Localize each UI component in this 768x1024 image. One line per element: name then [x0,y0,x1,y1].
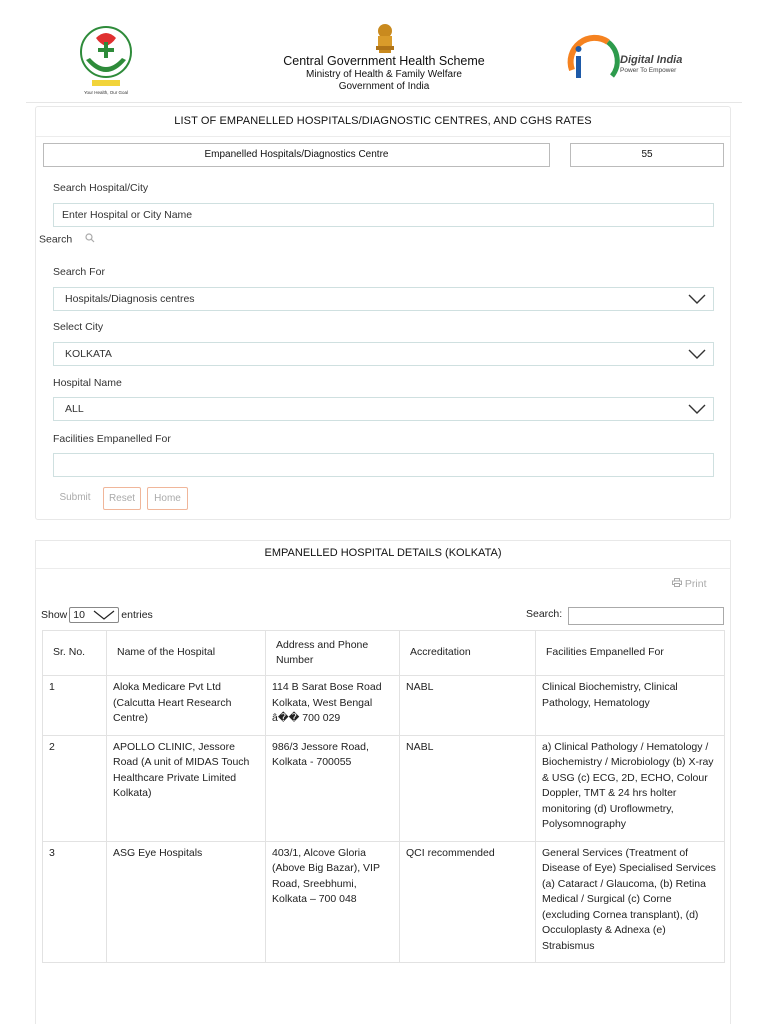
chevron-down-icon [687,292,707,306]
print-label: Print [684,578,707,590]
cell-sr-no: 3 [43,841,107,963]
empanelled-count-value: 55 [570,143,724,167]
column-header-facilities[interactable]: Facilities Empanelled For [536,631,725,676]
cell-address: 114 B Sarat Bose Road Kolkata, West Bengal â�� 700 029 [266,676,400,736]
search-for-value: Hospitals/Diagnosis centres [65,293,195,305]
entries-label: entries [121,608,153,621]
form-panel-title: LIST OF EMPANELLED HOSPITALS/DIAGNOSTIC CENTRES, AND CGHS RATES [174,115,592,127]
search-form-panel [35,106,731,520]
search-hospital-input[interactable] [53,203,714,227]
hospital-name-select[interactable] [53,397,714,421]
table-row [43,676,725,736]
hospital-name-label: Hospital Name [53,377,122,389]
show-label: Show [41,608,68,621]
city-select[interactable] [53,342,714,366]
cell-facilities: a) Clinical Pathology / Hematology / Biochemistry / Microbiology (b) X-ray & USG (c) ECG, 2D, ECHO, Colour Doppler, TMT & 24 hrs holter monitoring (d) Uroflowmetry, Polysomnography [536,735,725,841]
city-value: KOLKATA [65,348,112,360]
cell-accreditation: QCI recommended [400,841,536,963]
table-header-row [43,631,725,676]
cell-hospital-name: ASG Eye Hospitals [107,841,266,963]
facilities-input[interactable] [53,453,714,477]
header-title: Central Government Health Scheme [283,54,485,68]
table-row [43,841,725,963]
search-hospital-label: Search Hospital/City [53,182,149,194]
search-button[interactable] [39,233,95,246]
svg-text:Your Health, Our Goal: Your Health, Our Goal [83,90,129,95]
cell-hospital-name: APOLLO CLINIC, Jessore Road (A unit of MIDAS Touch Healthcare Private Limited Kolkata) [107,735,266,841]
header-text [234,54,534,92]
column-header-sr-no[interactable]: Sr. No. [43,631,107,676]
table-search-input[interactable] [568,607,724,625]
print-button[interactable] [672,578,707,590]
search-icon [85,233,95,246]
reset-button[interactable]: Reset [103,487,141,510]
details-panel-divider [36,568,730,569]
entries-length-control [41,607,153,623]
select-city-label: Select City [53,321,104,333]
column-header-accreditation[interactable]: Accreditation [400,631,536,676]
cell-sr-no: 1 [43,676,107,736]
chevron-down-icon [687,347,707,361]
cell-hospital-name: Aloka Medicare Pvt Ltd (Calcutta Heart Research Centre) [107,676,266,736]
cell-accreditation: NABL [400,676,536,736]
chevron-down-icon [92,610,116,620]
chevron-down-icon [687,402,707,416]
cell-facilities: Clinical Biochemistry, Clinical Pathology, Hematology [536,676,725,736]
table-row [43,735,725,841]
empanelled-count-label: Empanelled Hospitals/Diagnostics Centre [43,143,550,167]
table-search-label: Search: [526,608,563,620]
cell-sr-no: 2 [43,735,107,841]
header-government: Government of India [338,81,430,92]
cell-address: 403/1, Alcove Gloria (Above Big Bazar), VIP Road, Sreebhumi, Kolkata – 700 048 [266,841,400,963]
cell-facilities: General Services (Treatment of Disease of Eye) Specialised Services (a) Cataract / Glaucoma, (b) Retina Medical / Surgical (c) Corne (excluding Cornea transplant), (d) Occuloplasty & Adnexa (e) Strabismus [536,841,725,963]
printer-icon [672,578,682,587]
header-ministry: Ministry of Health & Family Welfare [306,69,462,80]
cghs-logo [78,24,134,100]
home-button[interactable]: Home [147,487,188,510]
cell-accreditation: NABL [400,735,536,841]
digital-india-name: Digital India [620,54,683,66]
facilities-label: Facilities Empanelled For [53,433,171,445]
search-for-select[interactable] [53,287,714,311]
entries-value: 10 [73,609,85,621]
page-header [0,0,768,104]
entries-select[interactable] [69,607,119,623]
form-panel-divider [36,136,730,137]
hospital-details-panel [35,540,731,1024]
search-for-label: Search For [53,266,105,278]
national-emblem [372,22,398,56]
details-panel-title: EMPANELLED HOSPITAL DETAILS (KOLKATA) [264,547,502,559]
hospital-name-value: ALL [65,403,84,415]
column-header-name[interactable]: Name of the Hospital [107,631,266,676]
submit-button[interactable]: Submit [55,486,95,509]
header-divider [26,102,742,103]
hospital-table [42,630,725,963]
search-button-label: Search [39,233,73,246]
cell-address: 986/3 Jessore Road, Kolkata - 700055 [266,735,400,841]
digital-india-tagline: Power To Empower [620,67,677,74]
column-header-address[interactable]: Address and Phone Number [266,631,400,676]
